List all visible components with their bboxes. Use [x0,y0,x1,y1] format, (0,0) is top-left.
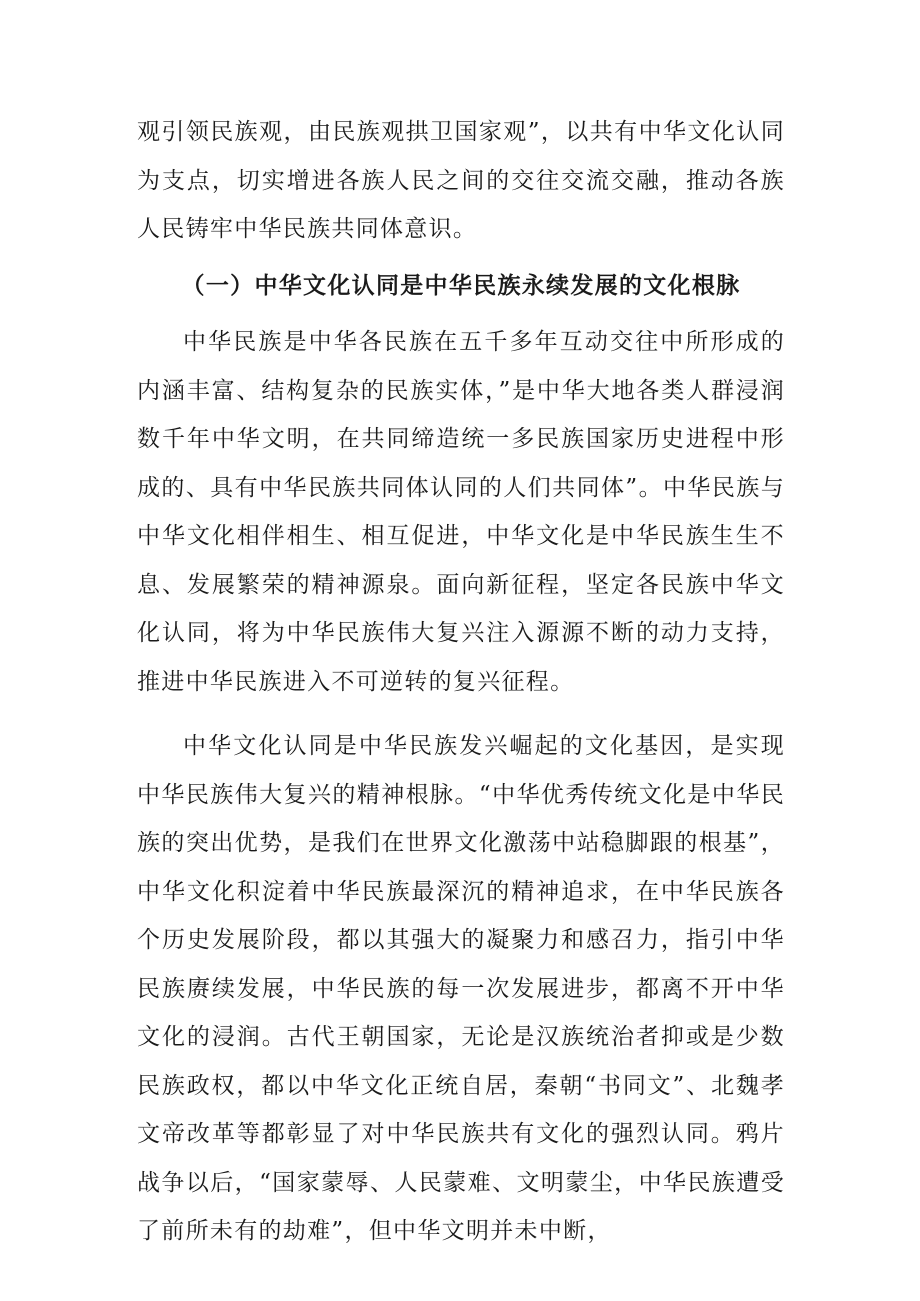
intro-block [137,108,785,254]
body-paragraph-2: 中华文化认同是中华民族发兴崛起的文化基因，是实现中华民族伟大复兴的精神根脉。“中华优秀传统文化是中华民族的突出优势，是我们在世界文化激荡中站稳脚跟的根基”，中华文化积淀着中华民族最深沉的精神追求，在中华民族各个历史发展阶段，都以其强大的凝聚力和感召力，指引中华民族赓续发展，中华民族的每一次发展进步，都离不开中华文化的浸润。古代王朝国家，无论是汉族统治者抑或是少数民族政权，都以中华文化正统自居，秦朝“书同文”、北魏孝文帝改革等都彰显了对中华民族共有文化的强烈认同。鸦片战争以后，“国家蒙辱、人民蒙难、文明蒙尘，中华民族遭受了前所未有的劫难”，但中华文明并未中断， [137,733,785,1244]
body-block-2 [137,722,785,1256]
body-block-1 [137,318,785,706]
section-heading: （一）中华文化认同是中华民族永续发展的文化根脉 [181,272,741,299]
intro-continuation-paragraph: 观引领民族观，由民族观拱卫国家观”，以共有中华文化认同为支点，切实增进各族人民之间的交往交流交融，推动各族人民铸牢中华民族共同体意识。 [137,119,785,242]
body-paragraph-1: 中华民族是中华各民族在五千多年互动交往中所形成的内涵丰富、结构复杂的民族实体，”是中华大地各类人群浸润数千年中华文明，在共同缔造统一多民族国家历史进程中形成的、具有中华民族共同体认同的人们共同体”。中华民族与中华文化相伴相生、相互促进，中华文化是中华民族生生不息、发展繁荣的精神源泉。面向新征程，坚定各民族中华文化认同，将为中华民族伟大复兴注入源源不断的动力支持，推进中华民族进入不可逆转的复兴征程。 [137,329,785,695]
